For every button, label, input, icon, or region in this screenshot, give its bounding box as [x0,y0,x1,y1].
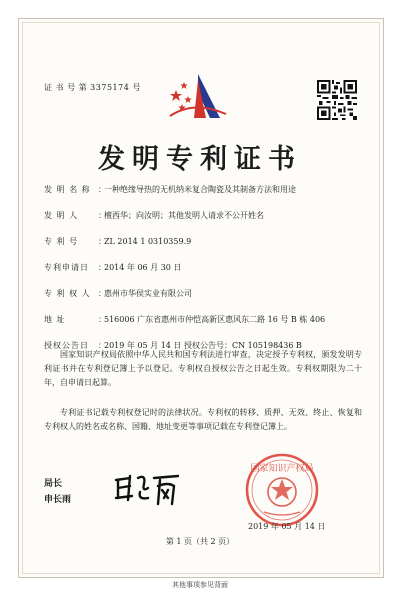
director-title: 局长 [44,479,63,489]
signature-icon [108,466,182,510]
seal-date: 2019 年 05 月 14 日 [248,522,326,531]
detail-value: 惠州市华侯实业有限公司 [104,289,192,298]
detail-row-inventor: 发 明 人 ：檀西华；向汝明；其他发明人请求不公开姓名 [44,211,264,220]
seal-text: 国家知识产权局 [250,464,314,474]
detail-label: 专 利 权 人 [44,289,91,298]
detail-row-filing-date: 专利申请日 ：2014 年 06 月 30 日 [44,263,182,272]
qr-code-icon [317,80,357,120]
detail-label: 授权公告日 [44,341,89,350]
detail-row-patentee: 专 利 权 人 ：惠州市华侯实业有限公司 [44,289,192,298]
legal-status-paragraph: 专利证书记载专利权登记时的法律状况。专利权的转移、质押、无效、终止、恢复和专利权人的姓名或名称、国籍、地址变更等事项记载在专利登记簿上。 [44,408,362,431]
detail-label: 地 址 [44,315,66,324]
detail-value: 2019 年 05 月 14 日 授权公告号：CN 105198436 B [104,341,302,350]
official-seal-icon [234,452,330,528]
detail-label: 发 明 人 [44,211,79,220]
detail-label: 发 明 名 称 [44,185,91,194]
page-number: 第 1 页（共 2 页） [165,537,235,546]
detail-value: 2014 年 06 月 30 日 [104,263,182,272]
cnipa-logo-icon [164,70,234,126]
detail-value: 516006 广东省惠州市仲恺高新区惠风东二路 16 号 B 栋 406 [104,315,326,324]
director-name: 申长雨 [44,495,72,505]
detail-value: 一种绝缘导热的无机纳米复合陶瓷及其制备方法和用途 [104,185,296,194]
detail-label: 专 利 号 [44,237,79,246]
detail-row-grant-date: 授权公告日 ：2019 年 05 月 14 日 授权公告号：CN 105198436 B [44,341,302,350]
detail-value: ZL 2014 1 0310359.9 [104,237,192,246]
certificate-title: 发明专利证书 [98,144,302,175]
certificate-number: 证 书 号 第 3375174 号 [44,83,141,92]
detail-row-patent-number: 专 利 号 ：ZL 2014 1 0310359.9 [44,237,192,246]
detail-label: 专利申请日 [44,263,89,272]
footer-note: 其他事项参见背面 [172,581,228,589]
grant-paragraph: 国家知识产权局依照中华人民共和国专利法进行审查，决定授予专利权，颁发发明专利证书并在专利登记簿上予以登记。专利权自授权公告之日起生效。专利权期限为二十年，自申请日起算。 [44,350,362,387]
detail-row-address: 地 址 ：516006 广东省惠州市仲恺高新区惠风东二路 16 号 B 栋 406 [44,315,326,324]
detail-row-invention-name: 发 明 名 称 ：一种绝缘导热的无机纳米复合陶瓷及其制备方法和用途 [44,185,296,194]
detail-value: 檀西华；向汝明；其他发明人请求不公开姓名 [104,211,264,220]
